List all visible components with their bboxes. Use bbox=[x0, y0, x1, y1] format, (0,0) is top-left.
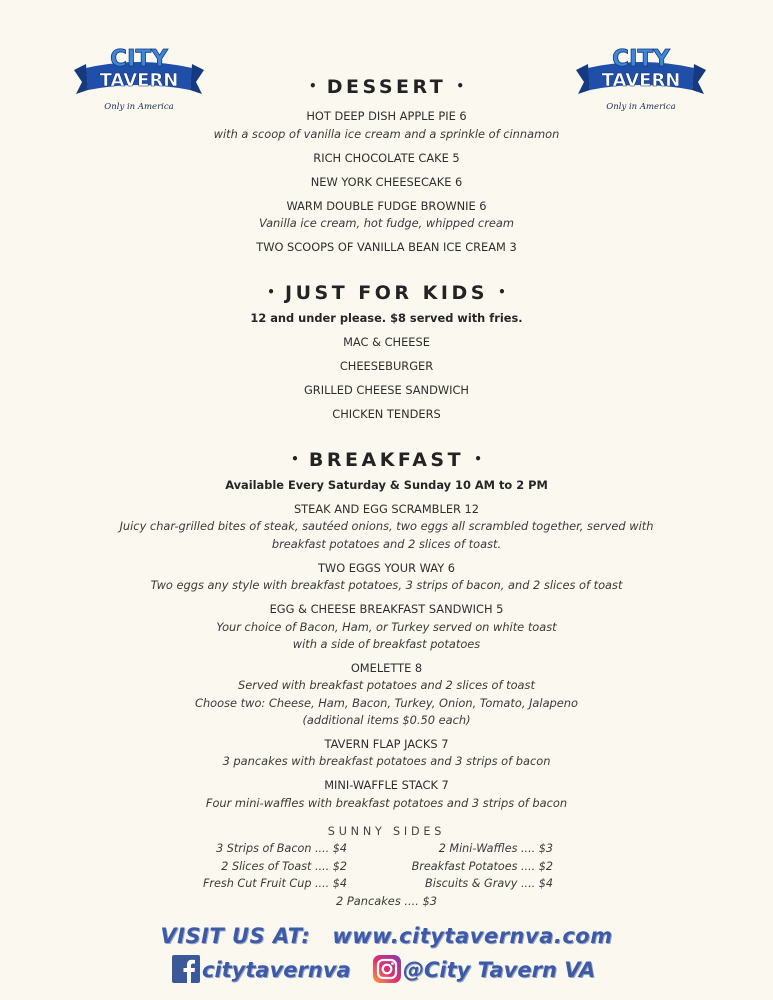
visit-label: VISIT US AT: bbox=[160, 924, 311, 948]
menu-item-desc: Vanilla ice cream, hot fudge, whipped cream bbox=[259, 216, 514, 230]
menu-item-name: OMELETTE 8 bbox=[350, 661, 423, 675]
menu-item-name: MINI-WAFFLE STACK 7 bbox=[324, 778, 449, 792]
menu-item-desc: breakfast potatoes and 2 slices of toast. bbox=[271, 537, 502, 551]
menu-item-desc: Juicy char-grilled bites of steak, sautéed onions, two eggs all scrambled together, served with bbox=[119, 519, 654, 533]
menu-item-desc: Your choice of Bacon, Ham, or Turkey served on white toast bbox=[216, 620, 557, 634]
menu-item-desc: Choose two: Cheese, Ham, Bacon, Turkey, Onion, Tomato, Jalapeno bbox=[194, 696, 578, 710]
side-item: Fresh Cut Fruit Cup .... $4 bbox=[203, 877, 347, 890]
facebook-icon bbox=[172, 955, 200, 983]
menu-item-name: RICH CHOCOLATE CAKE 5 bbox=[313, 151, 460, 165]
instagram-link[interactable] bbox=[373, 955, 595, 983]
side-item: 2 Mini-Waffles .... $3 bbox=[438, 842, 553, 855]
menu-item-name: TWO EGGS YOUR WAY 6 bbox=[317, 561, 456, 575]
dessert-heading: • DESSERT • bbox=[308, 76, 465, 98]
instagram-handle: @City Tavern VA bbox=[403, 958, 596, 982]
side-item: Breakfast Potatoes .... $2 bbox=[411, 860, 553, 873]
facebook-link[interactable] bbox=[172, 955, 351, 983]
kids-item: MAC & CHEESE bbox=[343, 335, 430, 349]
menu-item-desc: Served with breakfast potatoes and 2 slices of toast bbox=[238, 678, 535, 692]
svg-text:TAVERN: TAVERN bbox=[601, 70, 681, 91]
menu-item-name: TAVERN FLAP JACKS 7 bbox=[324, 737, 449, 751]
kids-heading: • JUST FOR KIDS • bbox=[267, 282, 506, 304]
breakfast-heading: • BREAKFAST • bbox=[291, 449, 482, 471]
menu-item-desc: with a side of breakfast potatoes bbox=[292, 637, 481, 651]
side-item: 3 Strips of Bacon .... $4 bbox=[216, 842, 347, 855]
logo-tagline: Only in America bbox=[606, 102, 676, 112]
menu-item-name: TWO SCOOPS OF VANILLA BEAN ICE CREAM 3 bbox=[256, 240, 517, 254]
menu-item-desc: Two eggs any style with breakfast potatoes, 3 strips of bacon, and 2 slices of toast bbox=[150, 578, 623, 592]
facebook-handle: citytavernva bbox=[202, 958, 351, 982]
menu-item-desc: with a scoop of vanilla ice cream and a sprinkle of cinnamon bbox=[213, 127, 560, 141]
kids-item: CHEESEBURGER bbox=[339, 359, 434, 373]
kids-item: GRILLED CHEESE SANDWICH bbox=[303, 383, 469, 397]
visit-us bbox=[0, 924, 773, 948]
side-item: 2 Pancakes .... $3 bbox=[336, 894, 437, 908]
breakfast-title: BREAKFAST bbox=[308, 449, 465, 471]
menu-item-name: WARM DOUBLE FUDGE BROWNIE 6 bbox=[286, 199, 487, 213]
menu-item-desc: (additional items $0.50 each) bbox=[302, 713, 471, 727]
menu-item-desc: Four mini-waffles with breakfast potatoes and 3 strips of bacon bbox=[205, 796, 568, 810]
website-link[interactable]: www.citytavernva.com bbox=[332, 924, 613, 948]
breakfast-note: Available Every Saturday & Sunday 10 AM to 2 PM bbox=[225, 478, 548, 492]
svg-text:CITY: CITY bbox=[110, 46, 168, 72]
side-item: Biscuits & Gravy .... $4 bbox=[425, 877, 553, 890]
instagram-icon bbox=[373, 955, 401, 983]
logo-tagline: Only in America bbox=[104, 102, 174, 112]
svg-text:CITY: CITY bbox=[612, 46, 670, 72]
kids-note: 12 and under please. $8 served with fries. bbox=[250, 311, 523, 325]
sunny-sides-heading: SUNNY SIDES bbox=[327, 825, 446, 838]
kids-title: JUST FOR KIDS bbox=[285, 282, 488, 304]
menu-item-name: HOT DEEP DISH APPLE PIE 6 bbox=[306, 109, 467, 123]
side-item: 2 Slices of Toast .... $2 bbox=[221, 860, 347, 873]
menu-item-name: STEAK AND EGG SCRAMBLER 12 bbox=[293, 502, 480, 516]
kids-item: CHICKEN TENDERS bbox=[332, 407, 441, 421]
dessert-title: DESSERT bbox=[326, 76, 447, 98]
svg-text:TAVERN: TAVERN bbox=[99, 70, 179, 91]
menu-item-name: NEW YORK CHEESECAKE 6 bbox=[310, 175, 463, 189]
menu-item-desc: 3 pancakes with breakfast potatoes and 3 strips of bacon bbox=[222, 754, 551, 768]
menu-item-name: EGG & CHEESE BREAKFAST SANDWICH 5 bbox=[269, 602, 504, 616]
